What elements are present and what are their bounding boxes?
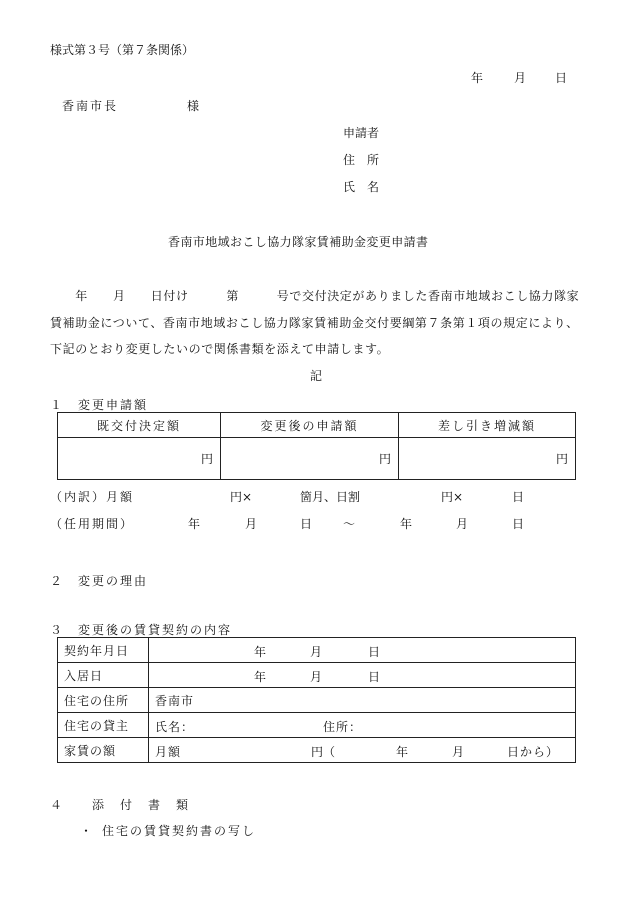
term-month-end: 月 <box>456 517 469 531</box>
document-title: 香南市地域おこし協力隊家賃補助金変更申請書 <box>168 235 429 249</box>
contract-date-year: 年 <box>254 645 267 659</box>
rent-value <box>149 738 576 763</box>
previous-amount-cell: 円 <box>58 438 221 480</box>
landlord-name-label: 氏名： <box>155 720 195 734</box>
header-difference: 差し引き増減額 <box>399 413 576 438</box>
amount-table <box>57 412 576 480</box>
section2-heading: ２ 変更の理由 <box>50 574 149 588</box>
lease-row-move-in <box>58 663 576 688</box>
contract-date-day: 日 <box>368 645 381 659</box>
breakdown-label: （内訳）月額 <box>50 490 135 504</box>
rent-from: 日から） <box>507 745 560 759</box>
date-month: 月 <box>514 71 527 85</box>
rent-yen-open: 円（ <box>311 745 336 759</box>
form-number: 様式第３号（第７条関係） <box>50 43 195 57</box>
lease-row-rent <box>58 738 576 763</box>
section1-heading: １ 変更申請額 <box>50 398 149 412</box>
ki-label: 記 <box>310 369 323 383</box>
move-in-label: 入居日 <box>58 663 149 688</box>
section3-heading: ３ 変更後の賃貸契約の内容 <box>50 623 233 637</box>
section4-heading: ４ 添 付 書 類 <box>50 798 191 812</box>
addressee-name: 香南市長 <box>62 99 119 113</box>
lease-row-landlord <box>58 713 576 738</box>
term-day-end: 日 <box>512 517 525 531</box>
landlord-label: 住宅の貸主 <box>58 713 149 738</box>
breakdown-months-daily: 箇月、日割 <box>300 490 361 504</box>
move-in-month: 月 <box>310 670 323 684</box>
lease-row-address <box>58 688 576 713</box>
breakdown-day: 日 <box>512 490 525 504</box>
term-month-start: 月 <box>245 517 258 531</box>
rent-monthly-label: 月額 <box>155 745 182 759</box>
lease-row-contract-date <box>58 638 576 663</box>
move-in-value <box>149 663 576 688</box>
applicant-address-label: 住 所 <box>343 153 380 167</box>
new-amount-cell: 円 <box>221 438 399 480</box>
applicant-label: 申請者 <box>343 126 380 140</box>
move-in-day: 日 <box>368 670 381 684</box>
header-new-amount: 変更後の申請額 <box>221 413 399 438</box>
term-year-end: 年 <box>400 517 413 531</box>
lease-table <box>57 637 576 763</box>
contract-date-month: 月 <box>310 645 323 659</box>
rent-year: 年 <box>396 745 409 759</box>
rent-label: 家賃の額 <box>58 738 149 763</box>
move-in-year: 年 <box>254 670 267 684</box>
term-label: （任用期間） <box>50 517 135 531</box>
date-day: 日 <box>555 71 568 85</box>
amount-header-row <box>58 413 576 438</box>
landlord-value <box>149 713 576 738</box>
applicant-name-label: 氏 名 <box>343 180 380 194</box>
difference-cell: 円 <box>399 438 576 480</box>
breakdown-yen-times-1: 円× <box>230 490 253 504</box>
date-year: 年 <box>471 71 484 85</box>
amount-value-row <box>58 438 576 480</box>
breakdown-yen-times-2: 円× <box>441 490 464 504</box>
term-tilde: ～ <box>343 517 356 531</box>
body-paragraph: 年 月 日付け 第 号で交付決定がありました香南市地域おこし協力隊家賃補助金について、香南市地域おこし協力隊家賃補助金交付要綱第７条第１項の規定により、下記のとおり変更したいので関係書類を添えて申請します。 <box>50 289 580 356</box>
header-previous-amount: 既交付決定額 <box>58 413 221 438</box>
contract-date-value <box>149 638 576 663</box>
addressee-honorific: 様 <box>187 99 200 113</box>
term-year-start: 年 <box>188 517 201 531</box>
house-address-value: 香南市 <box>149 688 576 713</box>
house-address-label: 住宅の住所 <box>58 688 149 713</box>
attachment-text: 住宅の賃貸契約書の写し <box>102 824 257 838</box>
contract-date-label: 契約年月日 <box>58 638 149 663</box>
term-day-start: 日 <box>300 517 313 531</box>
landlord-address-label: 住所： <box>323 720 363 734</box>
rent-month: 月 <box>452 745 465 759</box>
attachment-bullet: ・ <box>80 824 93 838</box>
